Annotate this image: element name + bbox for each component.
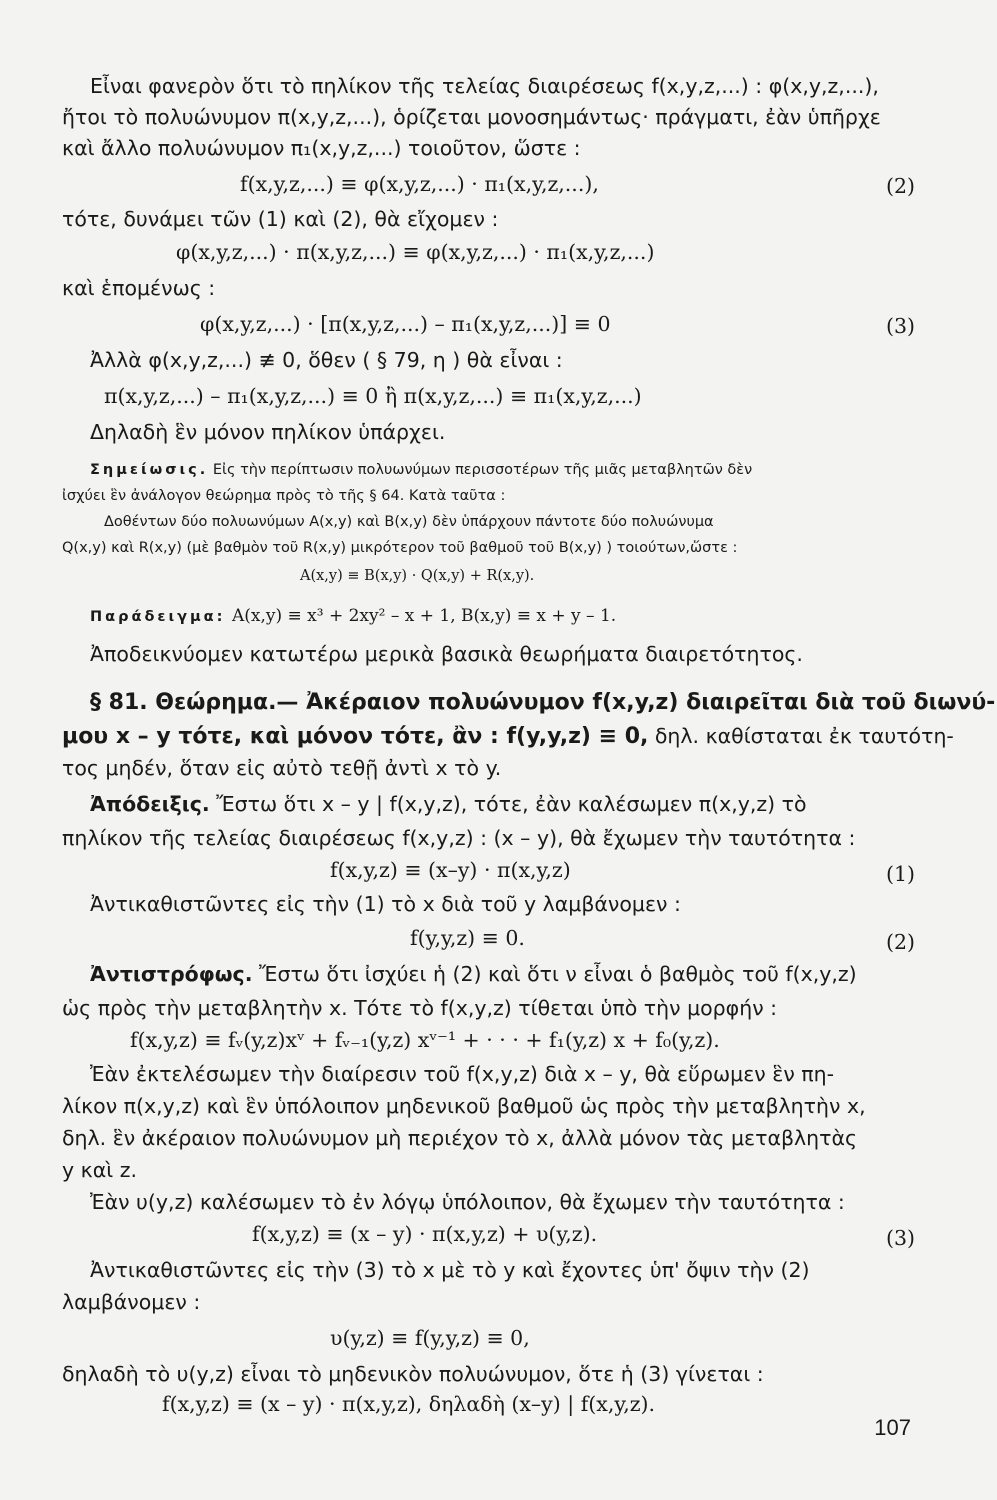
text-line: Ἀποδεικνύομεν κατωτέρω μερικὰ βασικὰ θεωρήματα διαιρετότητος. (90, 642, 803, 666)
equation: υ(y,z) ≡ f(y,y,z) ≡ 0, (330, 1326, 530, 1350)
text-line: τότε, δυνάμει τῶν (1) καὶ (2), θὰ εἴχομεν : (62, 207, 499, 231)
equation-number: (2) (885, 930, 915, 954)
text-line: λαμβάνομεν : (62, 1290, 201, 1314)
text-line: Ἐὰν υ(y,z) καλέσωμεν τὸ ἐν λόγῳ ὑπόλοιπον, θὰ ἔχωμεν τὴν ταυτότητα : (90, 1190, 845, 1214)
proof-label: Ἀπόδειξις. (90, 792, 210, 816)
note-line: Δοθέντων δύο πολυωνύμων A(x,y) καὶ B(x,y) δὲν ὑπάρχουν πάντοτε δύο πολυώνυμα (104, 514, 714, 530)
example-text: A(x,y) ≡ x³ + 2xy² – x + 1, B(x,y) ≡ x + y – 1. (231, 606, 617, 626)
equation: φ(x,y,z,...) · π(x,y,z,...) ≡ φ(x,y,z,...) · π₁(x,y,z,...) (176, 240, 655, 264)
text-line: Ἀλλὰ φ(x,y,z,...) ≢ 0, ὅθεν ( § 79, η ) θὰ εἶναι : (90, 348, 563, 372)
converse-line (90, 962, 857, 987)
equation: f(x,y,z) ≡ (x – y) · π(x,y,z), δηλαδὴ (x–y) | f(x,y,z). (162, 1392, 656, 1416)
note-line: ἰσχύει ἓν ἀνάλογον θεώρημα πρὸς τὸ τῆς § 64. Κατὰ ταῦτα : (62, 488, 506, 504)
section-statement: μου x – y τότε, καὶ μόνον τότε, ἂν : f(y,y,z) ≡ 0, (62, 724, 649, 749)
note-label: Σημείωσις. (90, 462, 209, 478)
converse-text: Ἔστω ὅτι ἰσχύει ἡ (2) καὶ ὅτι ν εἶναι ὁ βαθμὸς τοῦ f(x,y,z) (259, 962, 857, 986)
equation: f(x,y,z) ≡ (x–y) · π(x,y,z) (330, 858, 571, 882)
proof-line (90, 792, 807, 817)
equation-number: (3) (885, 314, 915, 338)
equation: f(x,y,z) ≡ fᵥ(y,z)xᵛ + fᵥ₋₁(y,z) xᵛ⁻¹ + · · · + f₁(y,z) x + f₀(y,z). (130, 1028, 720, 1052)
text-line: λίκον π(x,y,z) καὶ ἓν ὑπόλοιπον μηδενικοῦ βαθμοῦ ὡς πρὸς τὴν μεταβλητὴν x, (62, 1094, 866, 1118)
equation-number: (1) (885, 862, 915, 886)
text-line: τος μηδέν, ὅταν εἰς αὐτὸ τεθῇ ἀντὶ x τὸ y. (62, 756, 502, 780)
text-line: ὡς πρὸς τὴν μεταβλητὴν x. Τότε τὸ f(x,y,z) τίθεται ὑπὸ τὴν μορφήν : (62, 996, 778, 1020)
text-line: Εἶναι φανερὸν ὅτι τὸ πηλίκον τῆς τελείας διαιρέσεως f(x,y,z,...) : φ(x,y,z,...), (90, 74, 879, 98)
text-line: καὶ ἑπομένως : (62, 276, 216, 300)
equation-number: (2) (885, 174, 915, 198)
equation: f(x,y,z,...) ≡ φ(x,y,z,...) · π₁(x,y,z,...), (240, 172, 599, 196)
equation: f(y,y,z) ≡ 0. (410, 926, 525, 950)
section-heading-cont (62, 724, 954, 750)
text-line: Ἀντικαθιστῶντες εἰς τὴν (3) τὸ x μὲ τὸ y καὶ ἔχοντες ὑπ' ὄψιν τὴν (2) (90, 1258, 810, 1282)
text-line: δηλαδὴ τὸ υ(y,z) εἶναι τὸ μηδενικὸν πολυώνυμον, ὅτε ἡ (3) γίνεται : (62, 1362, 764, 1386)
note-equation: A(x,y) ≡ B(x,y) · Q(x,y) + R(x,y). (300, 568, 535, 584)
text-line: y καὶ z. (62, 1158, 137, 1182)
example-label: Παράδειγμα: (90, 609, 226, 625)
section-heading: § 81. Θεώρημα.— Ἀκέραιον πολυώνυμον f(x,y,z) διαιρεῖται διὰ τοῦ διωνύ- (90, 690, 996, 715)
equation: φ(x,y,z,...) · [π(x,y,z,...) – π₁(x,y,z,...)] ≡ 0 (200, 312, 611, 336)
equation: π(x,y,z,...) – π₁(x,y,z,...) ≡ 0 ἢ π(x,y,z,...) ≡ π₁(x,y,z,...) (104, 384, 642, 408)
text-line: Ἀντικαθιστῶντες εἰς τὴν (1) τὸ x διὰ τοῦ y λαμβάνομεν : (90, 892, 681, 916)
example-line (90, 602, 616, 627)
converse-label: Ἀντιστρόφως. (90, 962, 253, 986)
page-number: 107 (874, 1415, 911, 1440)
text-line: καὶ ἄλλο πολυώνυμον π₁(x,y,z,...) τοιοῦτον, ὥστε : (62, 136, 581, 160)
text-line: ἤτοι τὸ πολυώνυμον π(x,y,z,...), ὁρίζεται μονοσημάντως· πράγματι, ἐὰν ὑπῆρχε (62, 105, 881, 129)
note-line: Q(x,y) καὶ R(x,y) (μὲ βαθμὸν τοῦ R(x,y) μικρότερον τοῦ βαθμοῦ τοῦ B(x,y) ) τοιούτων,ὥστε : (62, 540, 738, 556)
equation-number: (3) (885, 1226, 915, 1250)
section-statement-rest: δηλ. καθίσταται ἐκ ταυτότη- (648, 724, 954, 748)
text-line: δηλ. ἓν ἀκέραιον πολυώνυμον μὴ περιέχον τὸ x, ἀλλὰ μόνον τὰς μεταβλητὰς (62, 1126, 858, 1150)
equation: f(x,y,z) ≡ (x – y) · π(x,y,z) + υ(y,z). (252, 1222, 598, 1246)
text-line: Ἐὰν ἐκτελέσωμεν τὴν διαίρεσιν τοῦ f(x,y,z) διὰ x – y, θὰ εὕρωμεν ἓν πη- (90, 1062, 835, 1086)
note-line (90, 462, 752, 479)
note-text: Εἰς τὴν περίπτωσιν πολυωνύμων περισσοτέρων τῆς μιᾶς μεταβλητῶν δὲν (212, 462, 753, 478)
proof-text: Ἔστω ὅτι x – y | f(x,y,z), τότε, ἐὰν καλέσωμεν π(x,y,z) τὸ (216, 792, 807, 816)
text-line: πηλίκον τῆς τελείας διαιρέσεως f(x,y,z) : (x – y), θὰ ἔχωμεν τὴν ταυτότητα : (62, 826, 856, 850)
text-line: Δηλαδὴ ἓν μόνον πηλίκον ὑπάρχει. (90, 420, 446, 444)
